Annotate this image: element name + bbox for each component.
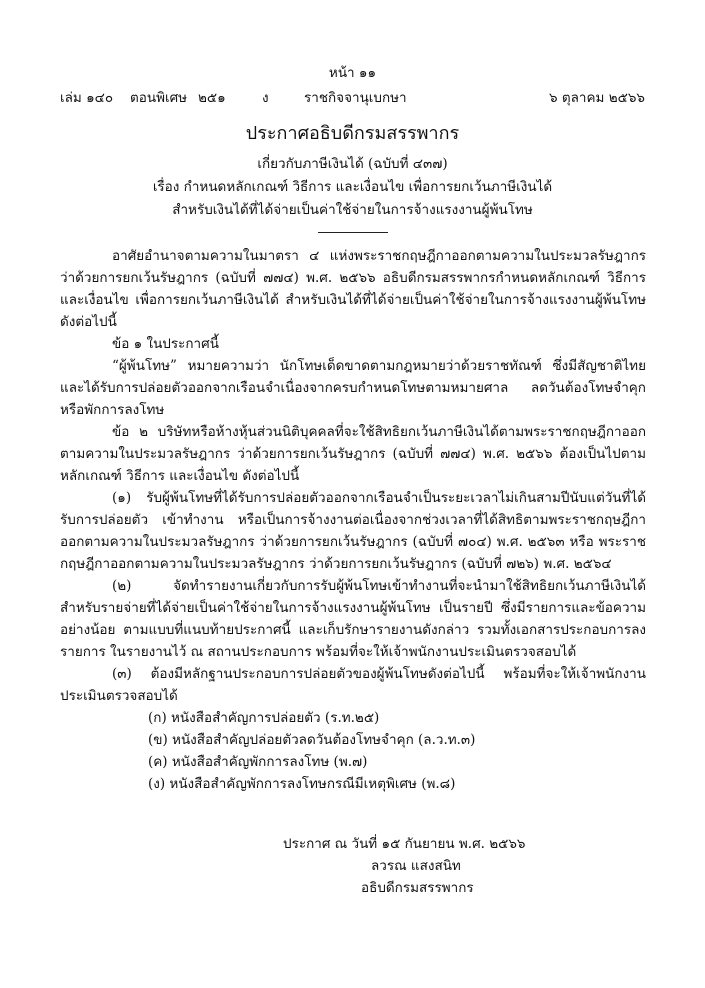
clause-2-item-1: (๑) รับผู้พ้นโทษที่ได้รับการปล่อยตัวออกจากเรือนจำเป็นระยะเวลาไม่เกินสามปีนับแต่วันที่ได้รับการปล่อยตัว เข้าทำงาน หรือเป็นการจ้างงานต่อเนื่องจากช่วงเวลาที่ได้สิทธิตามพระราชกฤษฎีกาออกตามความในประมวลรัษฎากร ว่าด้วยการยกเว้นรัษฎากร (ฉบับที่ ๗๐๔) พ.ศ. ๒๕๖๓ หรือ พระราชกฤษฎีกาออกตามความในประมวลรัษฎากร ว่าด้วยการยกเว้นรัษฎากร (ฉบับที่ ๗๒๖) พ.ศ. ๒๕๖๔	[60, 490, 646, 572]
signatory-name: ลวรณ แสงสนิท	[371, 858, 461, 874]
part-number: ๒๕๑	[198, 90, 226, 106]
part-label: ตอนพิเศษ	[130, 90, 188, 106]
publication-date: ๖ ตุลาคม ๒๕๖๖	[549, 90, 645, 106]
announcement-body	[60, 245, 646, 795]
document-item-a: (ก) หนังสือสำคัญการปล่อยตัว (ร.ท.๒๕)	[148, 710, 380, 726]
section-label: ง	[262, 90, 269, 106]
clause-2-item-3: (๓) ต้องมีหลักฐานประกอบการปล่อยตัวของผู้พ้นโทษดังต่อไปนี้ พร้อมที่จะให้เจ้าพนักงาน ประเมินตรวจสอบได้	[60, 666, 646, 704]
document-item-d: (ง) หนังสือสำคัญพักการลงโทษกรณีมีเหตุพิเศษ (พ.๘)	[148, 776, 456, 792]
subtitle-subject-cont: สำหรับเงินได้ที่ได้จ่ายเป็นค่าใช้จ่ายในการจ้างแรงงานผู้พ้นโทษ	[172, 202, 533, 218]
subtitle-subject: เรื่อง กำหนดหลักเกณฑ์ วิธีการ และเงื่อนไข เพื่อการยกเว้นภาษีเงินได้	[152, 179, 553, 195]
clause-2-item-2: (๒) จัดทำรายงานเกี่ยวกับการรับผู้พ้นโทษเข้าทำงานที่จะนำมาใช้สิทธิยกเว้นภาษีเงินได้ สำหรับรายจ่ายที่ได้จ่ายเป็นค่าใช้จ่ายในการจ้างแรงงานผู้พ้นโทษ เป็นรายปี ซึ่งมีรายการและข้อความอย่างน้อย ตามแบบที่แนบท้ายประกาศนี้ และเก็บรักษารายงานดังกล่าว รวมทั้งเอกสารประกอบการลงรายการ ในรายงานไว้ ณ สถานประกอบการ พร้อมที่จะให้เจ้าพนักงานประเมินตรวจสอบได้	[60, 578, 646, 660]
announcement-title: ประกาศอธิบดีกรมสรรพากร	[245, 123, 460, 144]
page-number: หน้า ๑๑	[328, 65, 377, 81]
clause-2: ข้อ ๒ บริษัทหรือห้างหุ้นส่วนนิติบุคคลที่จะใช้สิทธิยกเว้นภาษีเงินได้ตามพระราชกฤษฎีกาออกตามความในประมวลรัษฎากร ว่าด้วยการยกเว้นรัษฎากร (ฉบับที่ ๗๗๔) พ.ศ. ๒๕๖๖ ต้องเป็นไปตามหลักเกณฑ์ วิธีการ และเงื่อนไข ดังต่อไปนี้	[60, 424, 646, 484]
signatory-position: อธิบดีกรมสรรพากร	[361, 880, 474, 896]
clause-1: ข้อ ๑ ในประกาศนี้	[112, 336, 219, 352]
signature-block	[283, 833, 643, 899]
volume-label: เล่ม ๑๔๐	[60, 90, 114, 106]
subtitle-tax: เกี่ยวกับภาษีเงินได้ (ฉบับที่ ๔๓๗)	[257, 156, 448, 172]
preamble-paragraph: อาศัยอำนาจตามความในมาตรา ๔ แห่งพระราชกฤษฎีกาออกตามความในประมวลรัษฎากร ว่าด้วยการยกเว้นรัษฎากร (ฉบับที่ ๗๗๔) พ.ศ. ๒๕๖๖ อธิบดีกรมสรรพากรกำหนดหลักเกณฑ์ วิธีการ และเงื่อนไข เพื่อการยกเว้นภาษีเงินได้ สำหรับเงินได้ที่ได้จ่ายเป็นค่าใช้จ่ายในการจ้างแรงงานผู้พ้นโทษ ดังต่อไปนี้	[60, 248, 646, 330]
title-divider	[318, 232, 388, 233]
gazette-name: ราชกิจจานุเบกษา	[304, 90, 407, 106]
definition-paragraph: “ผู้พ้นโทษ” หมายความว่า นักโทษเด็ดขาดตามกฎหมายว่าด้วยราชทัณฑ์ ซึ่งมีสัญชาติไทย และได้รับการปล่อยตัวออกจากเรือนจำเนื่องจากครบกำหนดโทษตามหมายศาล ลดวันต้องโทษจำคุก หรือพักการลงโทษ	[60, 358, 646, 418]
document-item-c: (ค) หนังสือสำคัญพักการลงโทษ (พ.๗)	[148, 754, 368, 770]
document-item-b: (ข) หนังสือสำคัญปล่อยตัวลดวันต้องโทษจำคุก (ล.ว.ท.๓)	[148, 732, 476, 748]
announcement-date: ประกาศ ณ วันที่ ๑๕ กันยายน พ.ศ. ๒๕๖๖	[283, 836, 526, 852]
